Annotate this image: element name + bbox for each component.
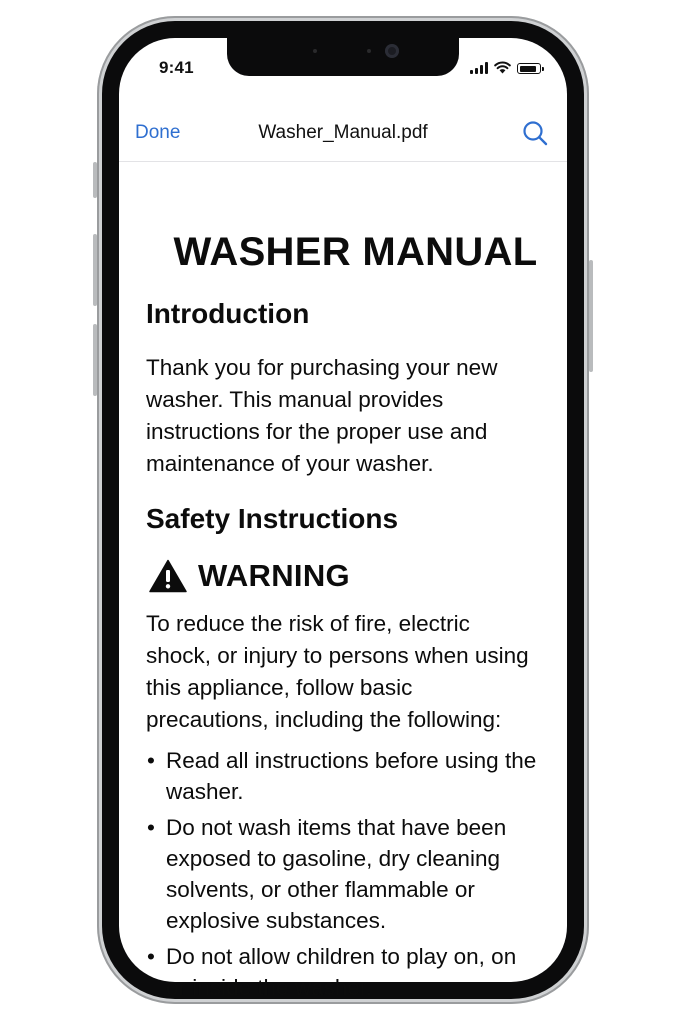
pdf-document[interactable] (146, 162, 541, 1008)
warning-label: WARNING (198, 558, 350, 593)
warning-triangle-icon (149, 559, 187, 593)
power-button (589, 260, 593, 372)
status-time: 9:41 (159, 58, 194, 77)
list-item: • Do not wash items that have been exposed to gasoline, dry cleaning solvents, or other flammable or explosive substances. (146, 812, 541, 936)
wifi-icon (494, 61, 511, 74)
list-item: • Do not allow children to play on, on or inside the washer. (146, 941, 541, 1003)
safety-heading: Safety Instructions (146, 503, 399, 534)
done-button[interactable]: Done (135, 122, 181, 143)
cellular-signal-icon (470, 62, 488, 74)
warning-banner (146, 556, 541, 596)
document-filename: Washer_Manual.pdf (258, 122, 428, 143)
mute-switch (93, 162, 97, 198)
list-item: • Read all instructions before using the washer. (146, 745, 541, 807)
nav-bar (119, 110, 567, 162)
document-title: WASHER MANUAL (173, 230, 538, 274)
notch-sensor (313, 49, 317, 53)
introduction-text: Thank you for purchasing your new washer. This manual provides instructions for the proper use and maintenance of your washer. (146, 355, 498, 476)
volume-down-button (93, 324, 97, 396)
search-icon[interactable] (521, 119, 549, 147)
front-camera (385, 44, 399, 58)
status-icons (470, 60, 541, 74)
screen (119, 38, 567, 1000)
introduction-heading: Introduction (146, 298, 310, 329)
volume-up-button (93, 234, 97, 306)
warning-text: To reduce the risk of fire, electric shock, or injury to persons when using this appliance, follow basic precautions, including the following: (146, 611, 529, 732)
phone-device (97, 16, 589, 1004)
safety-bullet-list (146, 745, 541, 1003)
notch (227, 38, 459, 76)
notch-sensor (367, 49, 371, 53)
battery-icon (517, 63, 541, 74)
battery-fill (520, 66, 536, 72)
